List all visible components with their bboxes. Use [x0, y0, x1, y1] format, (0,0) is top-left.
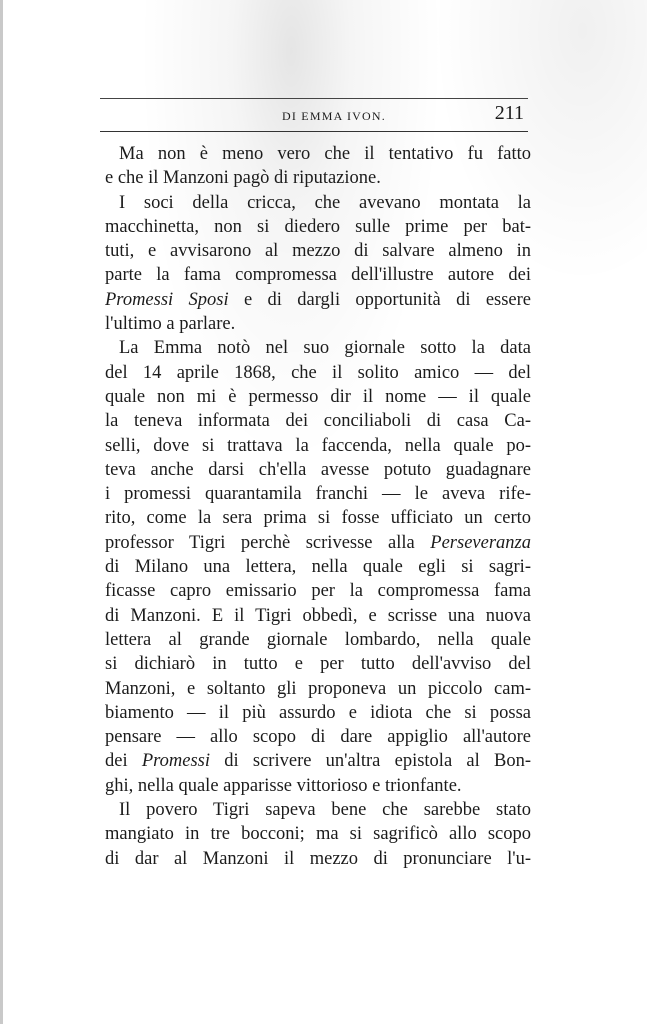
text-segment: i promessi quarantamila franchi — le aveva rife-: [105, 484, 531, 505]
text-segment: teva anche darsi ch'ella avesse potuto guadagnare: [105, 459, 531, 480]
text-line: [105, 604, 531, 628]
text-line: [105, 628, 531, 652]
text-segment: tuti, e avvisarono al mezzo di salvare almeno in: [105, 241, 531, 262]
text-line: [105, 142, 531, 166]
text-line: [105, 555, 531, 579]
text-line: [105, 798, 531, 822]
header-rule-bottom: [100, 131, 528, 132]
running-head: DI EMMA IVON.: [282, 109, 386, 123]
text-segment: parte la fama compromessa dell'illustre autore dei: [105, 265, 531, 286]
text-line: [105, 579, 531, 603]
text-line: [105, 458, 531, 482]
text-segment: selli, dove si trattava la faccenda, nella quale po-: [105, 435, 531, 456]
text-segment: professor Tigri perchè scrivesse alla: [105, 532, 431, 553]
text-segment: rito, come la sera prima si fosse ufficiato un certo: [105, 508, 531, 529]
text-line: [105, 385, 531, 409]
text-line: [105, 434, 531, 458]
text-segment: di scrivere un'altra epistola al Bon-: [210, 751, 531, 772]
text-line: [105, 531, 531, 555]
text-line: [105, 215, 531, 239]
text-line: [105, 239, 531, 263]
text-line: [105, 701, 531, 725]
text-line: [105, 166, 531, 190]
text-line: [105, 361, 531, 385]
text-segment: quale non mi è permesso dir il nome — il quale: [105, 386, 531, 407]
text-segment: lettera al grande giornale lombardo, nella quale: [105, 629, 531, 650]
text-line: [105, 263, 531, 287]
text-line: [105, 288, 531, 312]
text-line: [105, 774, 531, 798]
text-line: [105, 336, 531, 360]
body-text: [105, 142, 531, 871]
text-segment: La Emma notò nel suo giornale sotto la data: [119, 338, 531, 359]
text-segment: di dar al Manzoni il mezzo di pronunciare l'u-: [105, 848, 531, 869]
text-line: [105, 652, 531, 676]
text-segment: e di dargli opportunità di essere: [228, 289, 531, 310]
text-segment: mangiato in tre bocconi; ma si sagrificò allo scopo: [105, 824, 531, 845]
page-edge-shadow: [0, 0, 3, 1024]
text-line: [105, 191, 531, 215]
text-segment: ficasse capro emissario per la compromessa fama: [105, 581, 531, 602]
text-line: [105, 312, 531, 336]
text-segment: di Milano una lettera, nella quale egli si sagri-: [105, 557, 531, 578]
text-segment: di Manzoni. E il Tigri obbedì, e scrisse una nuova: [105, 605, 531, 626]
text-segment: Manzoni, e soltanto gli proponeva un piccolo cam-: [105, 678, 531, 699]
page-number: 211: [494, 102, 524, 124]
text-segment: dei: [105, 751, 142, 772]
text-segment: macchinetta, non si diedero sulle prime per bat-: [105, 216, 531, 237]
text-line: [105, 749, 531, 773]
text-segment: Il povero Tigri sapeva bene che sarebbe stato: [119, 800, 531, 821]
text-line: [105, 482, 531, 506]
text-line: [105, 822, 531, 846]
text-line: [105, 847, 531, 871]
italic-title: Perseveranza: [430, 532, 531, 553]
text-segment: I soci della cricca, che avevano montata la: [119, 192, 531, 213]
text-segment: pensare — allo scopo di dare appiglio all'autore: [105, 727, 531, 748]
header-rule-top: [100, 98, 528, 99]
text-segment: si dichiarò in tutto e per tutto dell'avviso del: [105, 654, 531, 675]
text-segment: del 14 aprile 1868, che il solito amico — del: [105, 362, 531, 383]
text-line: [105, 725, 531, 749]
italic-title: Promessi: [141, 751, 211, 772]
text-segment: biamento — il più assurdo e idiota che si possa: [105, 702, 531, 723]
italic-title: Promessi Sposi: [105, 289, 229, 310]
page-header: [100, 100, 528, 130]
text-segment: ghi, nella quale apparisse vittorioso e trionfante.: [105, 775, 462, 796]
text-segment: la teneva informata dei conciliaboli di casa Ca-: [105, 411, 531, 432]
text-segment: l'ultimo a parlare.: [105, 314, 236, 335]
text-line: [105, 506, 531, 530]
text-segment: e che il Manzoni pagò di riputazione.: [105, 168, 381, 189]
text-segment: Ma non è meno vero che il tentativo fu fatto: [119, 144, 531, 164]
text-line: [105, 677, 531, 701]
text-line: [105, 409, 531, 433]
